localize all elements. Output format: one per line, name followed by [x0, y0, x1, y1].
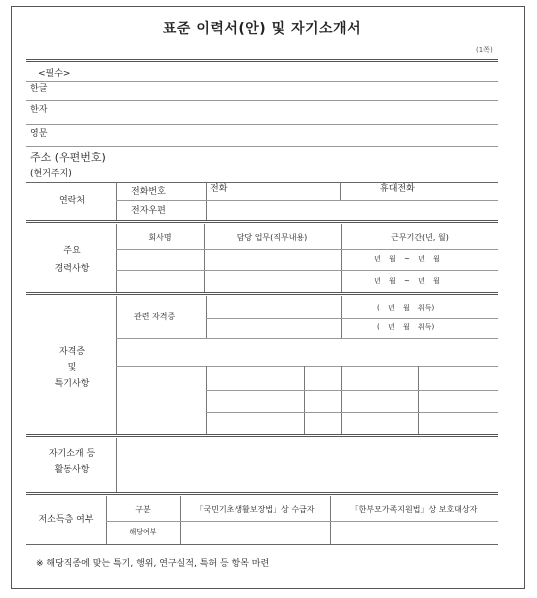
- low-income-label: 저소득층 여부: [38, 515, 94, 525]
- divider: [206, 366, 207, 434]
- divider: [116, 224, 117, 292]
- divider: [116, 270, 498, 271]
- divider: [418, 366, 419, 434]
- divider: [206, 296, 207, 338]
- career-label-line2: 경력사항: [54, 264, 90, 274]
- acquired-row-1: ( 년 월 취득): [377, 304, 435, 312]
- resume-form: [11, 6, 525, 589]
- divider: [106, 496, 107, 544]
- career-period-row-1: 년 월 ~ 년 월: [374, 255, 440, 263]
- bottom-rule: [26, 544, 498, 545]
- category-column-header: 구분: [135, 505, 151, 514]
- divider: [106, 521, 498, 522]
- divider: [26, 100, 498, 101]
- applicable-row-label: 해당여부: [129, 528, 157, 536]
- intro-label-line1: 자기소개 등: [48, 449, 96, 459]
- qualifications-label-line2: 및: [67, 363, 77, 373]
- email-label: 전자우편: [131, 206, 166, 216]
- divider: [26, 124, 498, 125]
- intro-label-line2: 활동사항: [54, 465, 90, 475]
- section-divider: [26, 220, 498, 223]
- divider: [180, 496, 181, 544]
- divider: [206, 390, 498, 391]
- hanja-name-label: 한자: [30, 105, 48, 115]
- contact-label: 연락처: [58, 196, 86, 206]
- residence-label: (현거주지): [30, 169, 72, 179]
- related-certificate-label: 관련 자격증: [134, 312, 176, 321]
- divider: [116, 200, 498, 201]
- career-label-line1: 주요: [63, 246, 81, 256]
- hangul-name-label: 한글: [30, 84, 48, 94]
- mobile-phone-label: 휴대전화: [380, 184, 415, 194]
- divider: [341, 366, 342, 434]
- divider: [116, 296, 117, 434]
- divider: [206, 182, 207, 220]
- phone-label: 전화번호: [131, 187, 166, 197]
- footnote: ※ 해당직종에 맞는 특기, 행위, 연구실적, 특허 등 항목 마련: [36, 559, 270, 569]
- company-column-header: 회사명: [148, 233, 172, 242]
- divider: [26, 81, 498, 82]
- divider: [206, 318, 498, 319]
- section-divider: [26, 492, 498, 495]
- home-phone-label: 전화: [210, 184, 228, 194]
- single-parent-column-header: 「한부모가족지원법」상 보호대상자: [350, 505, 478, 514]
- divider: [204, 224, 205, 292]
- section-divider: [26, 292, 498, 295]
- top-rule: [26, 59, 498, 62]
- divider: [341, 224, 342, 292]
- divider: [340, 182, 341, 200]
- qualifications-label-line1: 자격증: [58, 347, 86, 357]
- required-label: <필수>: [38, 69, 71, 79]
- duties-column-header: 담당 업무(직무내용): [236, 233, 308, 242]
- address-label: 주소 (우편번호): [30, 151, 106, 164]
- divider: [116, 249, 498, 250]
- period-column-header: 근무기간(년, 월): [391, 233, 449, 242]
- qualifications-label-line3: 특기사항: [54, 379, 90, 389]
- page-note: (1쪽): [476, 46, 493, 54]
- divider: [116, 438, 117, 492]
- form-title: 표준 이력서(안) 및 자기소개서: [162, 21, 362, 37]
- divider: [26, 146, 498, 147]
- divider: [26, 182, 498, 183]
- divider: [116, 182, 117, 220]
- divider: [330, 496, 331, 544]
- divider: [116, 366, 498, 367]
- divider: [206, 412, 498, 413]
- career-period-row-2: 년 월 ~ 년 월: [374, 277, 440, 285]
- divider: [116, 338, 498, 339]
- acquired-row-2: ( 년 월 취득): [377, 323, 435, 331]
- section-divider: [26, 434, 498, 437]
- basic-livelihood-column-header: 「국민기초생활보장법」상 수급자: [195, 505, 315, 514]
- divider: [341, 296, 342, 338]
- divider: [304, 366, 305, 434]
- english-name-label: 영문: [30, 129, 48, 139]
